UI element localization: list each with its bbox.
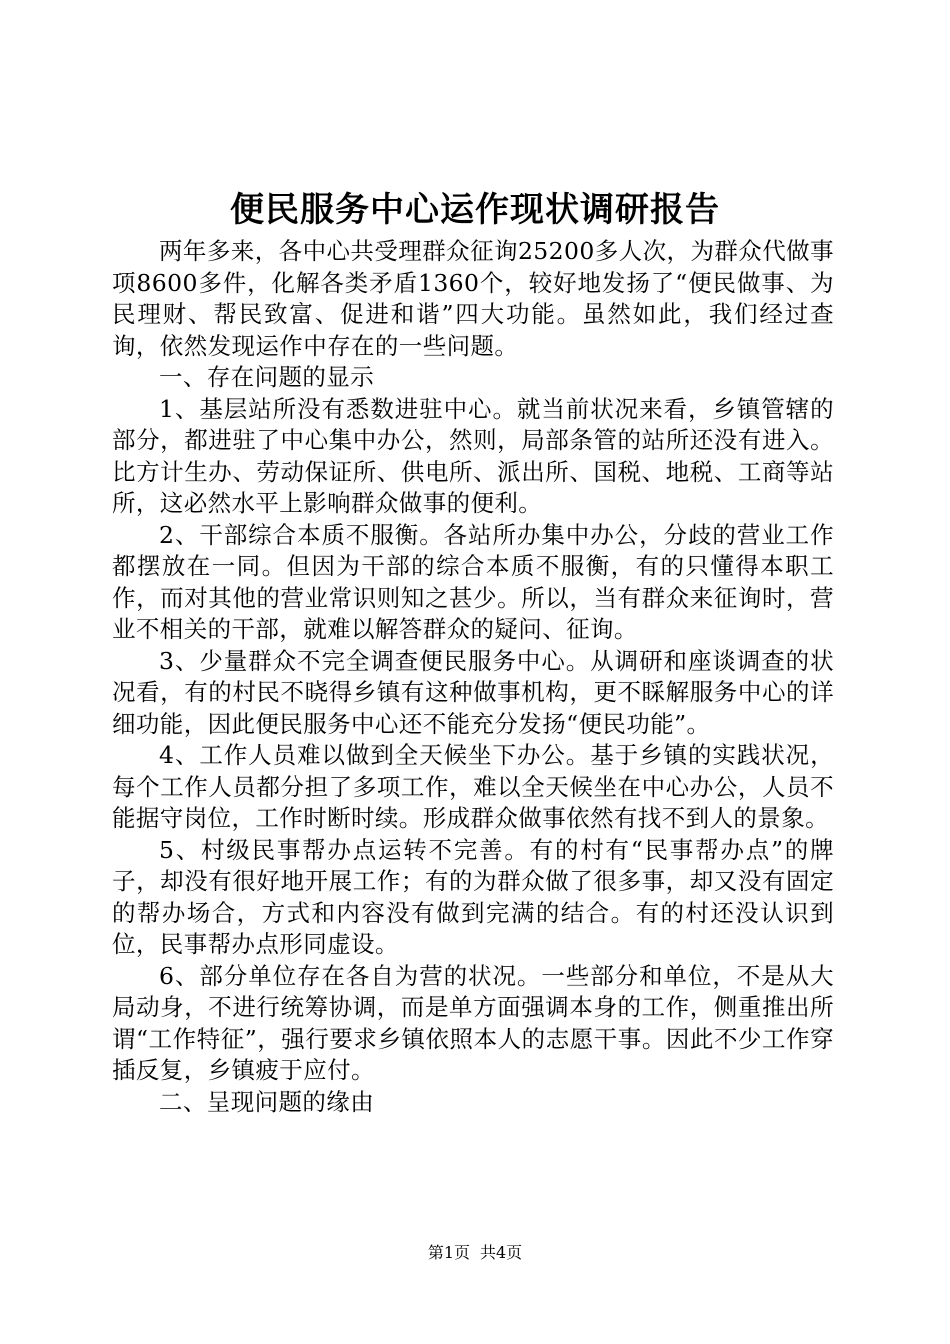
paragraph-problem-3: 3、少量群众不完全调查便民服务中心。从调研和座谈调查的状况看，有的村民不晓得乡镇有这种做事机构，更不睬解服务中心的详细功能，因此便民服务中心还不能充分发扬“便民功能”。: [112, 646, 834, 738]
paragraph-problem-4: 4、工作人员难以做到全天候坐下办公。基于乡镇的实践状况，每个工作人员都分担了多项工作，难以全天候坐在中心办公，人员不能据守岗位，工作时断时续。形成群众做事依然有找不到人的景象。: [112, 741, 834, 832]
document-title: 便民服务中心运作现状调研报告: [230, 190, 720, 230]
page-footer: [0, 1242, 950, 1264]
paragraph-intro: 两年多来，各中心共受理群众征询25200多人次，为群众代做事项8600多件，化解各类矛盾1360个，较好地发扬了“便民做事、为民理财、帮民致富、促进和谐”四大功能。虽然如此，我们经过查询，依然发现运作中存在的一些问题。: [112, 237, 834, 360]
paragraph-problem-5: 5、村级民事帮办点运转不完善。有的村有“民事帮办点”的牌子，却没有很好地开展工作；有的为群众做了很多事，却又没有固定的帮办场合，方式和内容没有做到完满的结合。有的村还没认识到位，民事帮办点形同虚设。: [112, 835, 834, 958]
page-total: 共4页: [480, 1243, 523, 1262]
paragraph-problem-6: 6、部分单位存在各自为营的状况。一些部分和单位，不是从大局动身，不进行统筹协调，而是单方面强调本身的工作，侧重推出所谓“工作特征”，强行要求乡镇依照本人的志愿干事。因此不少工作穿插反复，乡镇疲于应付。: [112, 961, 834, 1084]
section-heading-causes: 二、呈现问题的缘由: [159, 1087, 375, 1116]
paragraph-problem-1: 1、基层站所没有悉数进驻中心。就当前状况来看，乡镇管辖的部分，都进驻了中心集中办公，然则，局部条管的站所还没有进入。比方计生办、劳动保证所、供电所、派出所、国税、地税、工商等站所，这必然水平上影响群众做事的便利。: [112, 394, 834, 517]
paragraph-problem-2: 2、干部综合本质不服衡。各站所办集中办公，分歧的营业工作都摆放在一同。但因为干部的综合本质不服衡，有的只懂得本职工作，而对其他的营业常识则知之甚少。所以，当有群众来征询时，营业不相关的干部，就难以解答群众的疑问、征询。: [112, 520, 834, 643]
page-number: 第1页: [427, 1243, 470, 1262]
section-heading-problems: 一、存在问题的显示: [159, 363, 375, 391]
document-body: [112, 236, 834, 1118]
